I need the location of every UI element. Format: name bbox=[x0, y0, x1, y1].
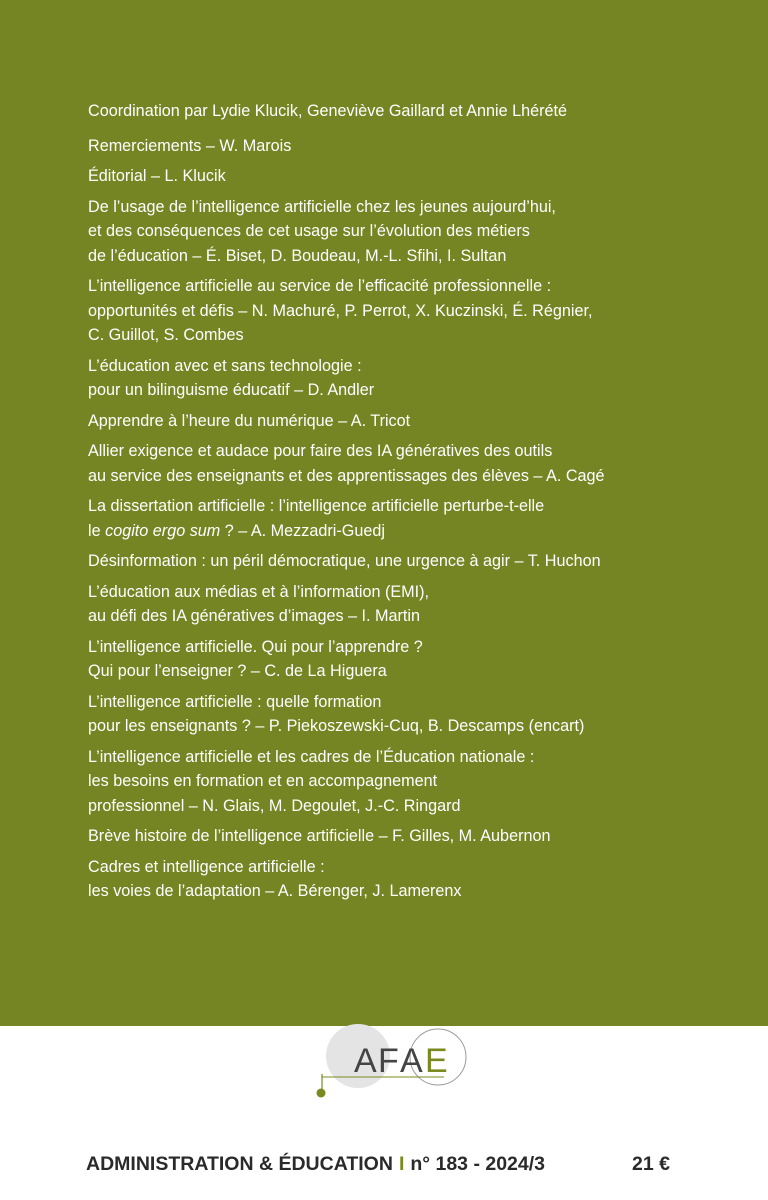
toc-entry: Désinformation : un péril démocratique, une urgence à agir – T. Huchon bbox=[88, 552, 601, 570]
afae-logo-mark bbox=[314, 1014, 474, 1102]
coordination-credit: Coordination par Lydie Klucik, Geneviève Gaillard et Annie Lhérété bbox=[88, 102, 568, 120]
toc-entry: L’éducation aux médias et à l’information (EMI), au défi des IA génératives d’images – I. Martin bbox=[88, 582, 430, 625]
toc-entry: De l’usage de l’intelligence artificielle chez les jeunes aujourd’hui, et des conséquences de cet usage sur l’évolution des métiers de l’éducation – É. Biset, D. Boudeau, M.-L. Sfihi, I. Sultan bbox=[88, 197, 556, 265]
footer-separator: I bbox=[398, 1153, 405, 1175]
price: 21 € bbox=[632, 1153, 670, 1175]
afae-logo bbox=[314, 1014, 474, 1102]
toc-entry: L’intelligence artificielle et les cadres de l’Éducation nationale : les besoins en formation et en accompagnement professionnel – N. Glais, M. Degoulet, J.-C. Ringard bbox=[88, 747, 535, 815]
toc-entry: L’intelligence artificielle au service de l’efficacité professionnelle : opportunités et défis – N. Machuré, P. Perrot, X. Kuczinski, É. Régnier, C. Guillot, S. Combes bbox=[88, 277, 593, 344]
logo-letter-a1: A bbox=[354, 1042, 377, 1080]
logo-letter-f: F bbox=[378, 1042, 399, 1080]
toc-entry: Éditorial – L. Klucik bbox=[88, 167, 226, 185]
toc-entry: Allier exigence et audace pour faire des IA génératives des outils au service des enseignants et des apprentissages des élèves – A. Cagé bbox=[88, 442, 605, 485]
journal-title: ADMINISTRATION & ÉDUCATION bbox=[86, 1153, 393, 1175]
footer-bar bbox=[86, 1153, 686, 1183]
toc-entry: L’intelligence artificielle. Qui pour l’apprendre ? Qui pour l’enseigner ? – C. de La Higuera bbox=[88, 637, 423, 680]
issue-number: n° 183 - 2024/3 bbox=[410, 1153, 545, 1175]
toc-entry: Apprendre à l’heure du numérique – A. Tricot bbox=[88, 411, 411, 430]
logo-dot bbox=[317, 1089, 326, 1098]
toc-entry: L’éducation avec et sans technologie : pour un bilinguisme éducatif – D. Andler bbox=[88, 356, 375, 399]
table-of-contents bbox=[88, 99, 708, 910]
toc-entry: L’intelligence artificielle : quelle formation pour les enseignants ? – P. Piekoszewski-Cuq, B. Descamps (encart) bbox=[88, 692, 585, 735]
logo-letter-e: E bbox=[425, 1042, 448, 1080]
toc-entry: Brève histoire de l’intelligence artificielle – F. Gilles, M. Aubernon bbox=[88, 827, 551, 845]
toc-entry: Remerciements – W. Marois bbox=[88, 136, 292, 155]
logo-letter-a2: A bbox=[400, 1042, 423, 1080]
latin-phrase: cogito ergo sum bbox=[105, 521, 221, 540]
toc-entry: Cadres et intelligence artificielle : les voies de l’adaptation – A. Bérenger, J. Lamerenx bbox=[88, 857, 462, 900]
toc-entry: La dissertation artificielle : l’intelligence artificielle perturbe-t-elle le cogito ergo sum ? – A. Mezzadri-Guedj bbox=[88, 497, 545, 540]
